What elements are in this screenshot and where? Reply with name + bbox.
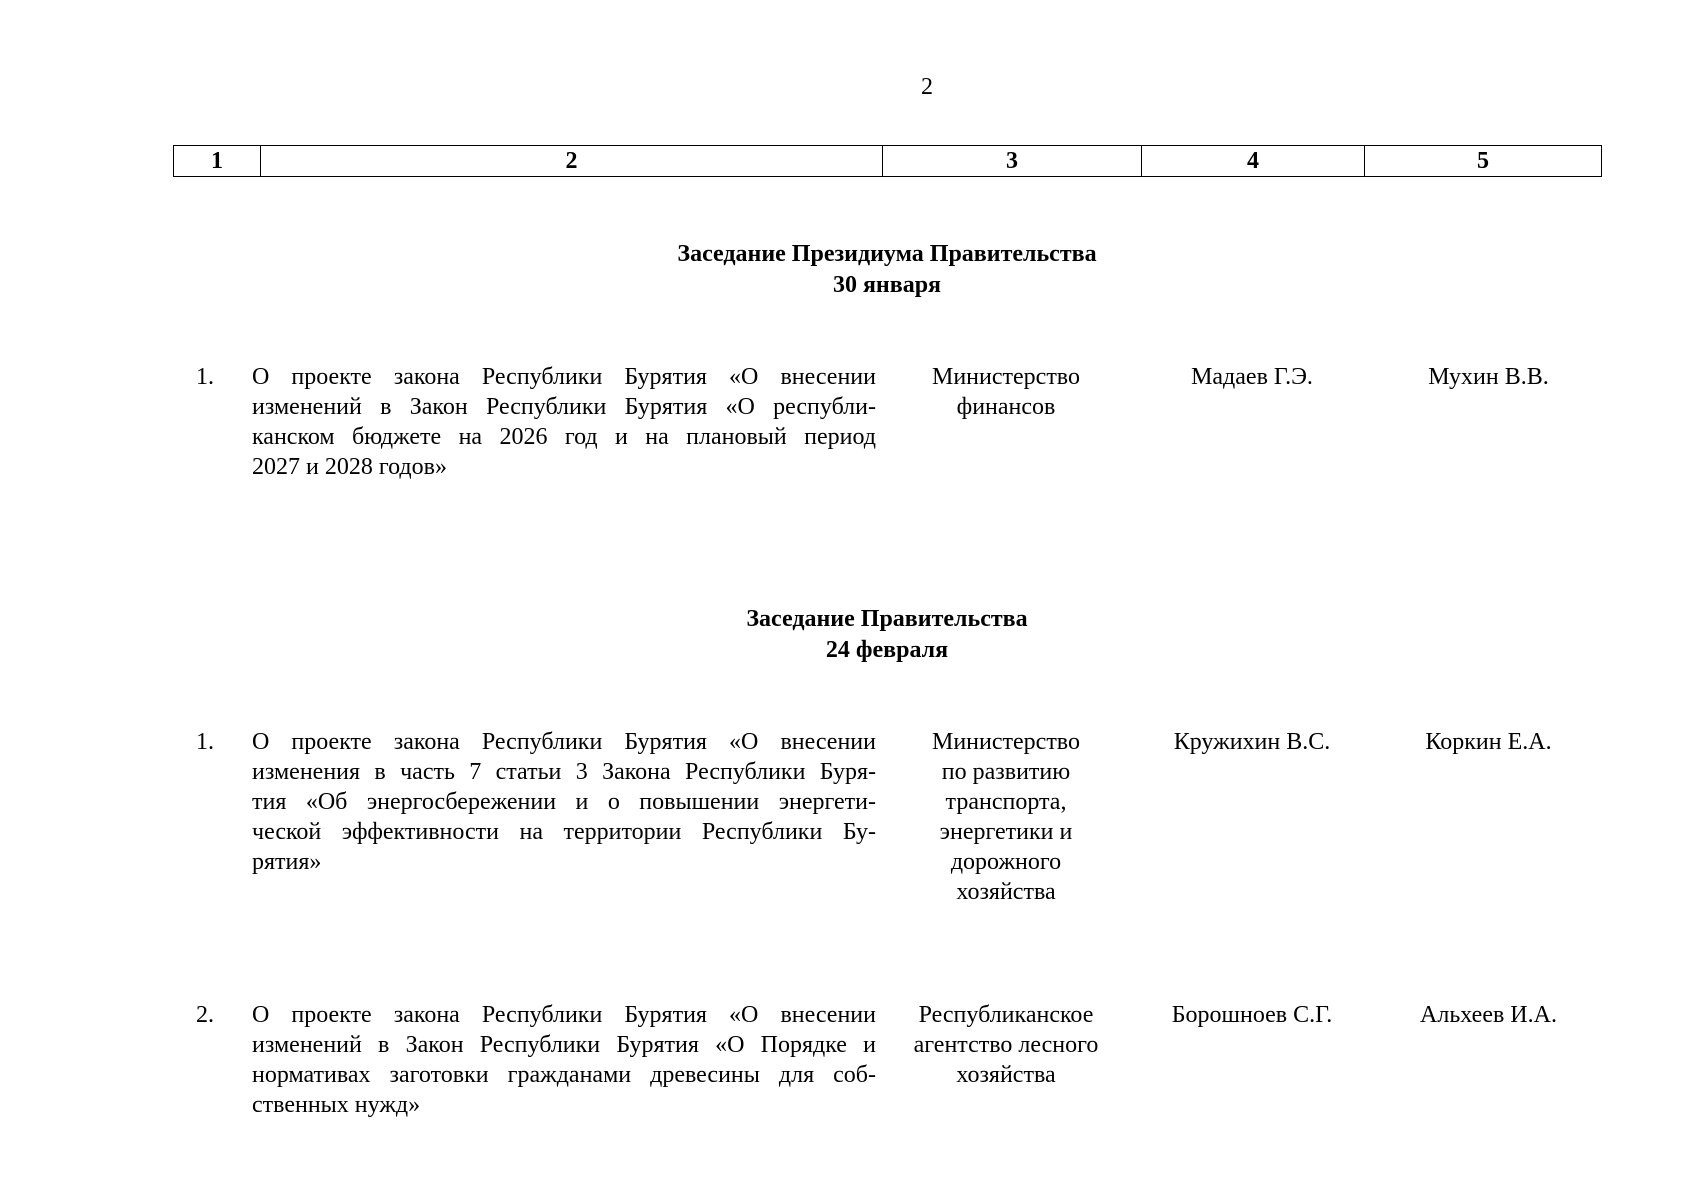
responsible-line: энергетики и bbox=[939, 819, 1073, 845]
responsible-line: агентство лесного bbox=[913, 1032, 1099, 1058]
column-header-1: 1 bbox=[174, 146, 261, 177]
section-title: Заседание Правительства bbox=[746, 606, 1028, 632]
responsible-line: транспорта, bbox=[945, 789, 1067, 815]
item-text-line: изменений в Закон Республики Бурятия «О республи- bbox=[252, 394, 876, 420]
responsible-line: хозяйства bbox=[956, 1062, 1056, 1088]
item-text-line: рятия» bbox=[252, 849, 322, 875]
item-text-line: О проекте закона Республики Бурятия «О внесении bbox=[252, 1002, 876, 1028]
curator: Коркин Е.А. bbox=[1425, 729, 1552, 755]
responsible-line: финансов bbox=[956, 394, 1056, 420]
item-text-line: нормативах заготовки гражданами древесины для соб- bbox=[252, 1062, 876, 1088]
responsible-line: дорожного bbox=[950, 849, 1062, 875]
column-header-row bbox=[174, 146, 1602, 177]
column-header-4: 4 bbox=[1142, 146, 1365, 177]
item-text-line: О проекте закона Республики Бурятия «О внесении bbox=[252, 364, 876, 390]
item-text-line: 2027 и 2028 годов» bbox=[252, 454, 447, 480]
responsible-line: Министерство bbox=[932, 729, 1080, 755]
item-number: 1. bbox=[196, 364, 214, 390]
responsible-line: по развитию bbox=[941, 759, 1071, 785]
responsible-line: хозяйства bbox=[956, 879, 1056, 905]
speaker: Мадаев Г.Э. bbox=[1191, 364, 1313, 390]
item-text-line: ственных нужд» bbox=[252, 1092, 421, 1118]
item-text-line: канском бюджете на 2026 год и на плановый период bbox=[252, 424, 876, 450]
section-title: Заседание Президиума Правительства bbox=[677, 241, 1097, 267]
responsible-body bbox=[884, 1000, 1128, 1090]
column-header-5: 5 bbox=[1365, 146, 1602, 177]
page-number: 2 bbox=[921, 74, 933, 100]
column-header-table bbox=[173, 145, 1602, 177]
curator: Альхеев И.А. bbox=[1420, 1002, 1557, 1028]
item-text-line: изменений в Закон Республики Бурятия «О Порядке и bbox=[252, 1032, 876, 1058]
item-text-line: О проекте закона Республики Бурятия «О внесении bbox=[252, 729, 876, 755]
column-header-3: 3 bbox=[883, 146, 1142, 177]
responsible-line: Республиканское bbox=[918, 1002, 1094, 1028]
item-text bbox=[252, 727, 876, 877]
curator: Мухин В.В. bbox=[1428, 364, 1549, 390]
speaker: Кружихин В.С. bbox=[1173, 729, 1331, 755]
item-text-line: тия «Об энергосбережении и о повышении энергети- bbox=[252, 789, 876, 815]
item-text-line: изменения в часть 7 статьи 3 Закона Республики Буря- bbox=[252, 759, 876, 785]
column-header-2: 2 bbox=[261, 146, 883, 177]
responsible-body bbox=[884, 362, 1128, 422]
item-number: 1. bbox=[196, 729, 214, 755]
speaker: Борошноев С.Г. bbox=[1171, 1002, 1333, 1028]
item-text bbox=[252, 362, 876, 482]
responsible-body bbox=[884, 727, 1128, 907]
section-heading bbox=[0, 604, 1698, 666]
section-heading bbox=[0, 239, 1698, 301]
item-text-line: ческой эффективности на территории Республики Бу- bbox=[252, 819, 876, 845]
section-date: 30 января bbox=[832, 272, 942, 298]
item-number: 2. bbox=[196, 1002, 214, 1028]
responsible-line: Министерство bbox=[932, 364, 1080, 390]
section-date: 24 февраля bbox=[825, 637, 949, 663]
item-text bbox=[252, 1000, 876, 1120]
